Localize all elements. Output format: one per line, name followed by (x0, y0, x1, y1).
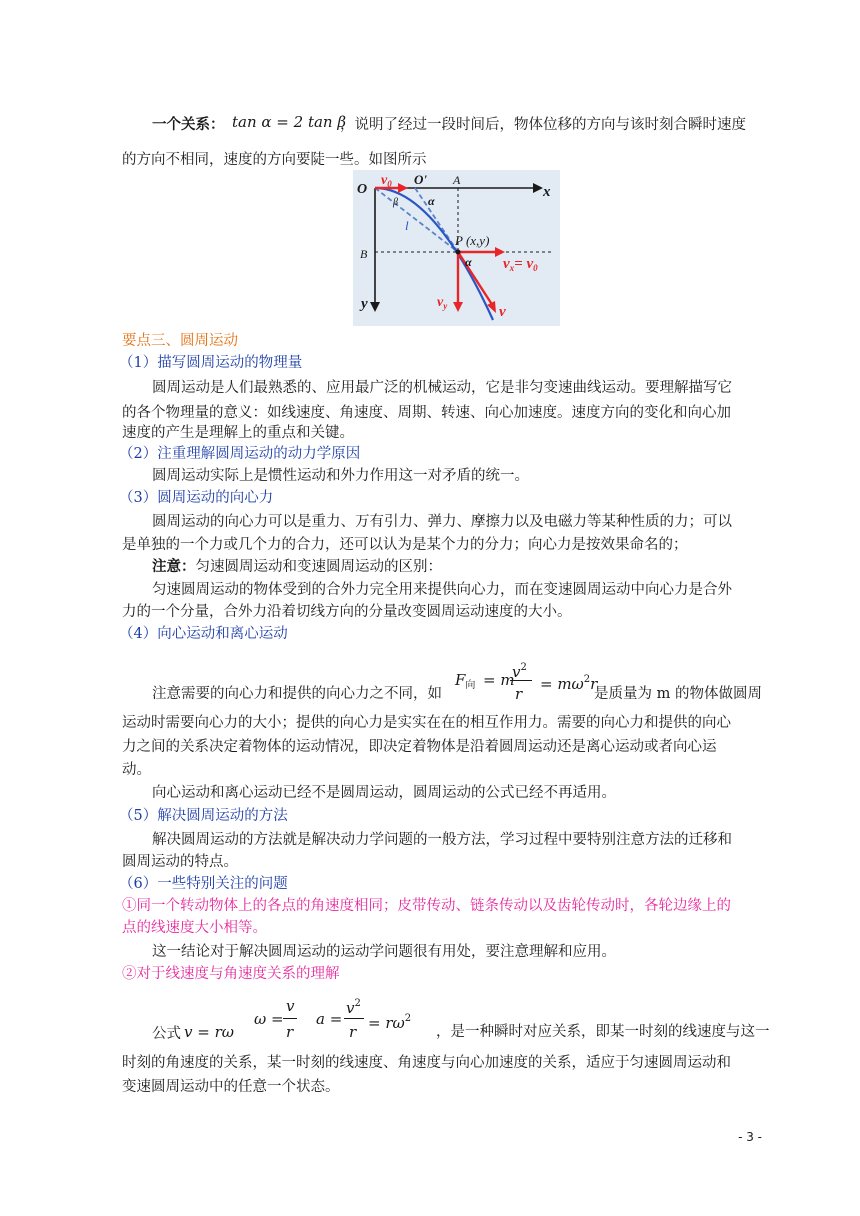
label-alpha-mid: α (465, 255, 472, 269)
para-4e: 向心运动和离心运动已经不是圆周运动，圆周运动的公式已经不再适用。 (152, 785, 616, 801)
para-4c: 力之间的关系决定着物体的运动情况，即决定着物体是沿着圆周运动还是离心运动或者向心运 (122, 739, 717, 755)
label-o-prime: O' (414, 172, 427, 187)
formula-den: r (515, 685, 523, 703)
formula-fraction-bar (510, 680, 532, 681)
label-x: x (543, 184, 551, 200)
para-1c: 速度的产生是理解上的重点和关键。 (122, 425, 354, 441)
heading-4: （4）向心运动和离心运动 (119, 626, 288, 642)
heading-1: （1）描写圆周运动的物理量 (119, 355, 303, 371)
label-a: A (453, 173, 461, 187)
para-6d: 变速圆周运动中的任意一个状态。 (122, 1079, 340, 1095)
formula-omega-bar (283, 1018, 297, 1019)
relation-line (152, 115, 225, 135)
formula-a-den: r (349, 1023, 357, 1041)
key-point-1b: 点的线速度大小相等。 (122, 920, 267, 936)
para-5b: 圆周运动的特点。 (122, 854, 238, 870)
heading-5: （5）解决圆周运动的方法 (119, 808, 288, 824)
label-vy: $v_y$ (437, 295, 448, 311)
formula-a-bar (344, 1018, 364, 1019)
key-point-1a: ①同一个转动物体上的各点的角速度相同；皮带传动、链条传动以及齿轮传动时，各轮边缘上的 (122, 898, 731, 914)
heading-3: （3）圆周运动的向心力 (119, 490, 274, 506)
projectile-diagram (353, 170, 560, 326)
page-number: - 3 - (738, 1130, 762, 1144)
label-vx: $v_x= v_0$ (503, 256, 538, 273)
para-6b-pre: 公式 (152, 1026, 181, 1042)
para-6b-post: ，是一种瞬时对应关系，即某一时刻的线速度与这一 (436, 1024, 770, 1040)
para-3d: 力的一个分量，合外力沿着切线方向的分量改变圆周运动速度的大小。 (122, 604, 572, 620)
para-3b: 是单独的一个力或几个力的合力，还可以认为是某个力的分力；向心力是按效果命名的； (122, 537, 688, 553)
para-4b: 运动时需要向心力的大小；提供的向心力是实实在在的相互作用力。需要的向心力和提供的向心 (122, 715, 731, 731)
formula-omega-num: v (286, 997, 295, 1015)
formula-f: $F_向$ (455, 671, 476, 691)
label-v: v (499, 304, 506, 320)
note-text: 匀速圆周运动和变速圆周运动的区别： (195, 559, 442, 575)
label-p: P (x,y) (455, 233, 490, 248)
note-label: 注意： (152, 558, 196, 575)
relation-formula: tan α = 2 tan β (232, 113, 347, 131)
para-4d: 动。 (122, 762, 151, 778)
formula-eq1: = m (483, 671, 515, 689)
formula-a-lhs: a = (316, 1010, 343, 1028)
heading-2: （2）注重理解圆周运动的动力学原因 (119, 446, 361, 462)
section-title: 要点三、圆周运动 (122, 333, 238, 349)
para-4a: 注意需要的向心力和提供的向心力之不同，如 (152, 686, 442, 702)
para-1a: 圆周运动是人们最熟悉的、应用最广泛的机械运动，它是非匀变速曲线运动。要理解描写它 (152, 380, 732, 396)
key-point-2: ②对于线速度与角速度关系的理解 (122, 966, 340, 982)
formula-a-num: $v^2$ (346, 998, 361, 1017)
para-6a: 这一结论对于解决圆周运动的运动学问题很有用处，要注意理解和应用。 (152, 944, 616, 960)
label-v0: $v_0$ (381, 173, 392, 189)
label-b: B (360, 247, 368, 261)
para-3a: 圆周运动的向心力可以是重力、万有引力、弹力、摩擦力以及电磁力等某种性质的力；可以 (152, 514, 732, 530)
point-p (456, 250, 461, 255)
para-4a2: 是质量为 m 的物体做圆周 (594, 686, 762, 702)
para-5a: 解决圆周运动的方法就是解决动力学问题的一般方法，学习过程中要特别注意方法的迁移和 (152, 832, 732, 848)
formula-a-rhs: = $r\omega^2$ (368, 1013, 412, 1032)
para-3c: 匀速圆周运动的物体受到的合外力完全用来提供向心力，而在变速圆周运动中向心力是合外 (152, 582, 732, 598)
formula-omega-lhs: ω = (254, 1010, 284, 1028)
label-l: l (405, 218, 409, 233)
formula-v-r-omega: v = rω (184, 1023, 234, 1041)
relation-label: 一个关系： (152, 116, 225, 133)
relation-text-1: ，说明了经过一段时间后，物体位移的方向与该时刻合瞬时速度 (340, 117, 746, 133)
label-alpha-top: α (428, 194, 435, 208)
relation-text-2: 的方向不相同，速度的方向要陡一些。如图所示 (122, 152, 427, 168)
formula-omega-den: r (286, 1023, 294, 1041)
heading-6: （6）一些特别关注的问题 (119, 876, 288, 892)
label-y: y (361, 296, 368, 312)
para-1b: 的各个物理量的意义：如线速度、角速度、周期、转速、向心加速度。速度方向的变化和向心加 (122, 405, 731, 421)
note-line (152, 557, 442, 577)
para-2: 圆周运动实际上是惯性运动和外力作用这一对矛盾的统一。 (152, 468, 529, 484)
label-o: O (357, 182, 368, 197)
para-6c: 时刻的角速度的关系，某一时刻的线速度、角速度与向心加速度的关系，适应于匀速圆周运动和 (122, 1055, 731, 1071)
formula-num: $v^2$ (512, 662, 527, 681)
label-beta: β (393, 197, 398, 208)
formula-eq2: = $m\omega^2r$ (540, 674, 598, 693)
